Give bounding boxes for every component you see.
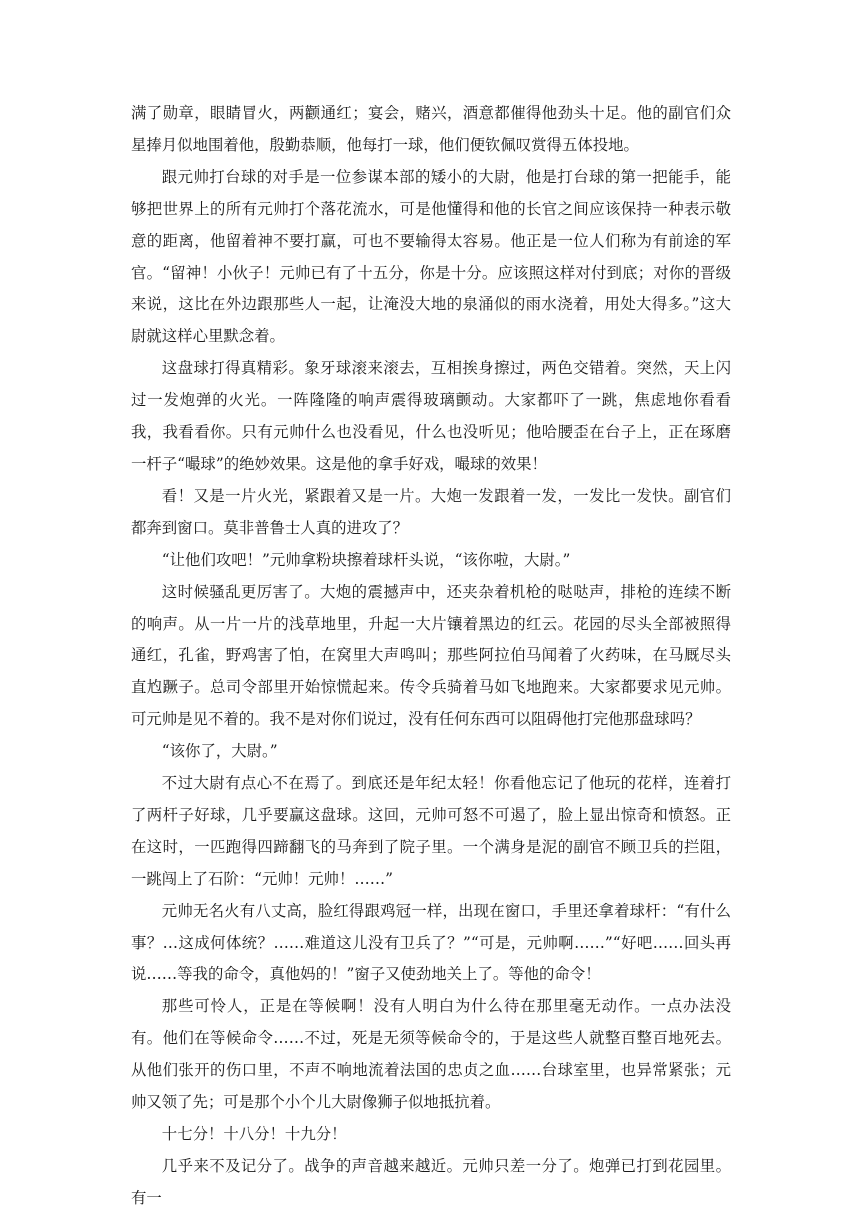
paragraph-1: 满了勋章，眼睛冒火，两颧通红；宴会，赌兴，酒意都催得他劲头十足。他的副官们众星捧月似地围着他，殷勤恭顺，他每打一球，他们便钦佩叹赏得五体投地。 xyxy=(131,104,731,154)
paragraph-12: 几乎来不及记分了。战争的声音越来越近。元帅只差一分了。炮弹已打到花园里。有一 xyxy=(131,1156,731,1207)
paragraph-3: 这盘球打得真精彩。象牙球滚来滚去，互相挨身擦过，两色交错着。突然，天上闪过一发炮弹的火光。一阵隆隆的响声震得玻璃颤动。大家都吓了一跳，焦虑地你看看我，我看看你。只有元帅什么也没看见，什么也没听见；他哈腰歪在台子上，正在琢磨一杆子“嘬球”的绝妙效果。这是他的拿手好戏，嘬球的效果！ xyxy=(131,359,731,473)
paragraph-10: 那些可怜人，正是在等候啊！没有人明白为什么待在那里毫无动作。一点办法没有。他们在等候命令……不过，死是无须等候命令的，于是这些人就整百整百地死去。从他们张开的伤口里，不声不响地流着法国的忠贞之血……台球室里，也异常紧张；元帅又领了先；可是那个小个儿大尉像狮子似地抵抗着。 xyxy=(131,997,731,1112)
paragraph-9: 元帅无名火有八丈高，脸红得跟鸡冠一样，出现在窗口，手里还拿着球杆：“有什么事？…这成何体统？……难道这儿没有卫兵了？”“可是，元帅啊……”“好吧……回头再说……等我的命令，真他妈的！”窗子又使劲地关上了。等他的命令！ xyxy=(131,901,731,984)
paragraph-8: 不过大尉有点心不在焉了。到底还是年纪太轻！你看他忘记了他玩的花样，连着打了两杆子好球，几乎要赢这盘球。这回，元帅可怒不可遏了，脸上显出惊奇和愤怒。正在这时，一匹跑得四蹄翻飞的马奔到了院子里。一个满身是泥的副官不顾卫兵的拦阻，一跳闯上了石阶：“元帅！元帅！……” xyxy=(131,774,731,888)
paragraph-7: “该你了，大尉。” xyxy=(161,742,278,761)
paragraph-6: 这时候骚乱更厉害了。大炮的震撼声中，还夹杂着机枪的哒哒声，排枪的连续不断的响声。从一片一片的浅草地里，升起一大片镶着黑边的红云。花园的尽头全部被照得通红，孔雀，野鸡害了怕，在窝里大声鸣叫；那些阿拉伯马闻着了火药味，在马厩尽头直尥蹶子。总司令部里开始惊慌起来。传令兵骑着马如飞地跑来。大家都要求见元帅。可元帅是见不着的。我不是对你们说过，没有任何东西可以阻碍他打完他那盘球吗？ xyxy=(131,582,731,729)
body-text xyxy=(131,98,731,1215)
paragraph-2: 跟元帅打台球的对手是一位参谋本部的矮小的大尉，他是打台球的第一把能手，能够把世界上的所有元帅打个落花流水，可是他懂得和他的长官之间应该保持一种表示敬意的距离，他留着神不要打赢，可也不要输得太容易。他正是一位人们称为有前途的军官。“留神！小伙子！元帅已有了十五分，你是十分。应该照这样对付到底；对你的晋级来说，这比在外边跟那些人一起，让淹没大地的泉涌似的雨水浇着，用处大得多。”这大尉就这样心里默念着。 xyxy=(131,167,731,346)
paragraph-4: 看！又是一片火光，紧跟着又是一片。大炮一发跟着一发，一发比一发快。副官们都奔到窗口。莫非普鲁士人真的进攻了？ xyxy=(131,486,731,537)
paragraph-11: 十七分！十八分！十九分！ xyxy=(161,1125,347,1143)
paragraph-5: “让他们攻吧！”元帅拿粉块擦着球杆头说，“该你啦，大尉。” xyxy=(161,550,571,569)
